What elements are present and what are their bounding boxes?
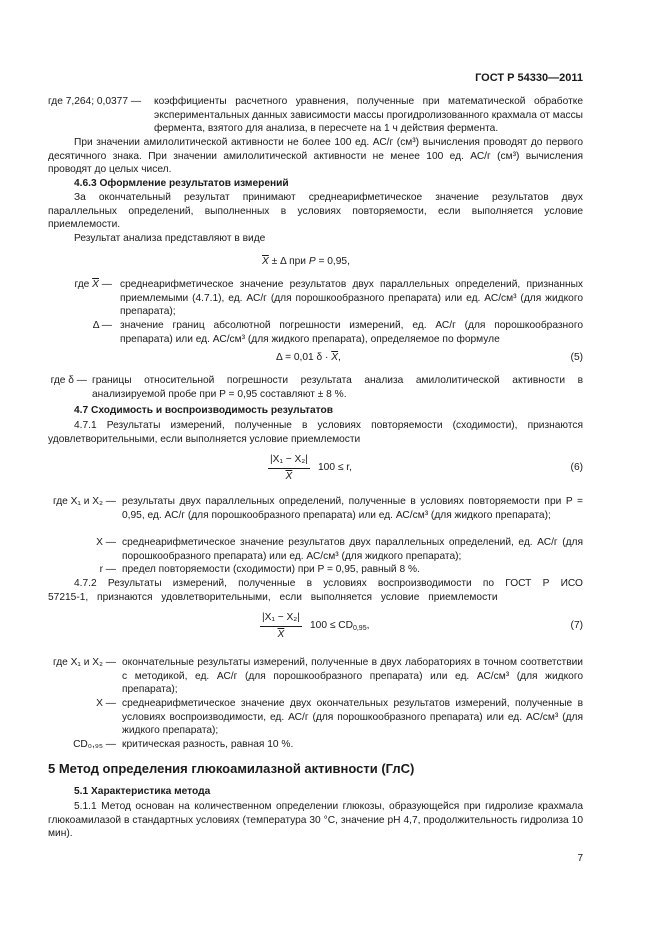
def-delta-text: значение границ абсолютной погрешности измерений, ед. АС/г (для порошкообразного препарата) или ед. АС/см³ (для жидкого препарата), определяемое по формуле: [120, 320, 583, 345]
def6-xbar-text: среднеарифметическое значение результатов двух параллельных определений, ед. АС/г (для порошкообразного препарата) или ед. АС/см³ (для жидкого препарата);: [122, 537, 583, 562]
section-5-heading: 5 Метод определения глюкоамилазной активности (ГлС): [48, 761, 415, 776]
coef-label: где 7,264; 0,0377 —: [48, 96, 142, 107]
formula-7-denominator: X: [277, 628, 285, 640]
def-delta-label: Δ —: [92, 320, 112, 331]
formula-7-number: (7): [570, 620, 583, 631]
def6-x1x2-text: результаты двух параллельных определений, полученные в условиях повторяемости при P = 0,95, ед. АС/г (для порошкообразного препарата) или ед. АС/см³ (для жидкого препарата);: [122, 496, 583, 521]
def7-x1x2-text: окончательные результаты измерений, полученные в двух лабораториях в точном соответствии с методикой, ед. АС/г (для порошкообразного препарата) или ед. АС/см³ (для жидкого препарата);: [122, 657, 583, 696]
formula-5: Δ = 0,01 $\delta \cdot \overline{X}$, (5): [276, 352, 583, 363]
def6-r-label: r —: [99, 564, 116, 575]
page-number: 7: [577, 853, 583, 864]
def6-r-text: предел повторяемости (сходимости) при P = 0,95, равный 8 %.: [122, 564, 420, 575]
result-formula: $\overline{X} \pm \Delta$ при P = 0,95,: [262, 256, 350, 267]
def-xbar-text: среднеарифметическое значение результатов двух параллельных определений, признанных приемлемыми (4.7.1), ед. АС/г (для порошкообразного препарата) или ед. АС/см³ (для жидкого препарата);: [120, 279, 583, 318]
formula-6-denominator: X: [285, 470, 293, 482]
def-small-delta-label: где δ —: [50, 375, 87, 386]
formula-6: $\frac{\text{|X₁ − X₂|}}{X}$ 100 ≤ r, (6): [270, 454, 583, 482]
formula-6-numerator: |X₁ − X₂|: [268, 453, 310, 469]
formula-5-number: (5): [570, 352, 583, 363]
def6-xbar-label: X —: [96, 537, 116, 548]
def7-x1x2-label: где X₁ и X₂ —: [52, 657, 116, 668]
section-4-6-3-heading: 4.6.3 Оформление результатов измерений: [74, 178, 289, 189]
section-4-7-heading: 4.7 Сходимость и воспроизводимость результатов: [74, 405, 333, 416]
rounding-paragraph: При значении амилолитической активности не более 100 ед. АС/г (см³) вычисления проводят до первого десятичного знака. При значении амилолитической активности не менее 100 ед. АС/г (см³) вычисления проводят до целых чисел.: [48, 137, 583, 176]
def-xbar-label: где $\overline{X}$ —: [74, 279, 112, 290]
section-4-6-3-p2: Результат анализа представляют в виде: [74, 233, 266, 244]
coef-definition: коэффициенты расчетного уравнения, полученные при математической обработке экспериментальных данных зависимости массы прогидролизованного крахмала от массы фермента, взятого для анализа, в пересчете на 1 ч действия фермента.: [154, 96, 583, 135]
def7-xbar-label: X —: [96, 698, 116, 709]
def7-cd-text: критическая разность, равная 10 %.: [122, 739, 294, 750]
def6-x1x2-label: где X₁ и X₂ —: [52, 496, 116, 507]
formula-6-number: (6): [570, 462, 583, 473]
def-small-delta-text: границы относительной погрешности результата анализа амилолитической активности в анализируемой пробе при P = 0,95 составляют ± 8 %.: [92, 375, 583, 400]
def7-xbar-text: среднеарифметическое значение двух окончательных результатов измерений, полученные в условиях воспроизводимости, ед. АС/г (для порошкообразного препарата) или ед. АС/см³ (для жидкого препарата);: [122, 698, 583, 737]
formula-7: $\frac{\text{|X₁ − X₂|}}{X}$ $100 \le CD_{0,95}$, (7): [262, 612, 583, 640]
section-5-1-heading: 5.1 Характеристика метода: [74, 786, 211, 797]
def7-cd-label: CD₀,₉₅ —: [73, 739, 116, 750]
section-4-7-1-text: 4.7.1 Результаты измерений, полученные в условиях повторяемости (сходимости), признаются удовлетворительными, если выполняется условие приемлемости: [48, 420, 583, 445]
section-5-1-1-text: 5.1.1 Метод основан на количественном определении глюкозы, образующейся при гидролизе крахмала глюкоамилазой в стандартных условиях (температура 30 °С, значение рН 4,7, продолжительность гидролиза 10 мин).: [48, 801, 583, 840]
section-4-7-2-text: 4.7.2 Результаты измерений, полученные в условиях воспроизводимости по ГОСТ Р ИСО 57215-1, признаются удовлетворительными, если выполняется условие приемлемости: [48, 578, 583, 603]
section-4-6-3-p1: За окончательный результат принимают среднеарифметическое значение результатов двух параллельных определений, выполненных в условиях повторяемости, если выполняется условие приемлемости.: [48, 192, 583, 231]
document-code: ГОСТ Р 54330—2011: [475, 72, 583, 84]
formula-7-numerator: |X₁ − X₂|: [260, 611, 302, 627]
